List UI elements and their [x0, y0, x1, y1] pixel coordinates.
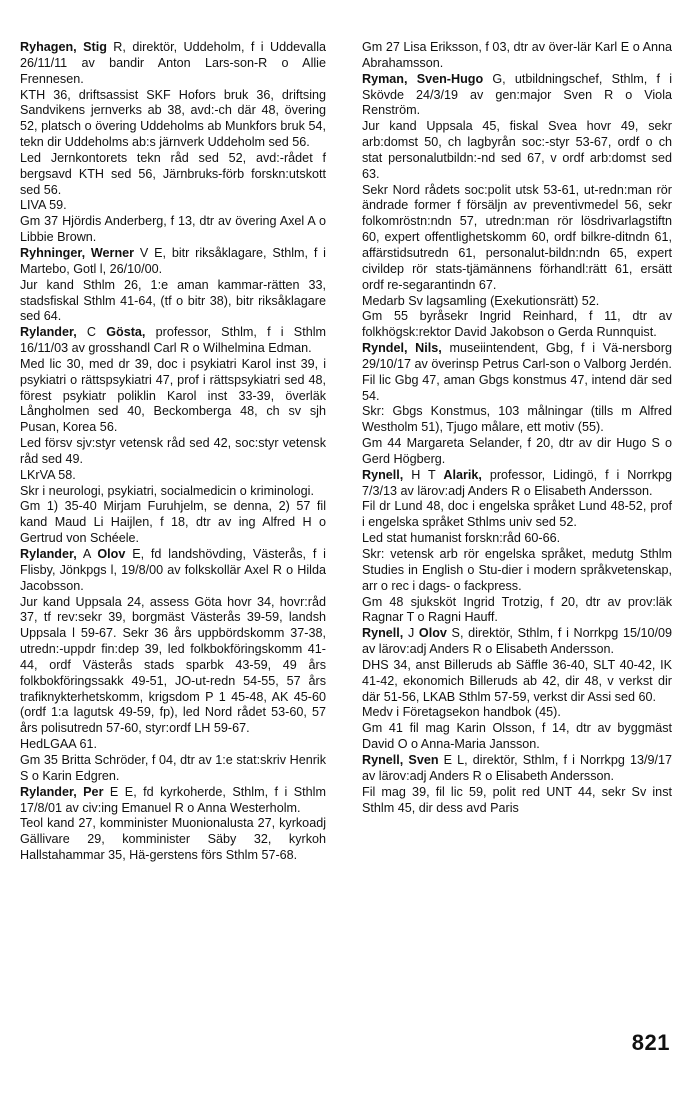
entry-text: Jur kand Uppsala 45, fiskal Svea hovr 49, sekr arb:domst 50, ch lagbyrån soc:-styr 53-67, ordf o ch stat personalutbildn:-nd sed 67, v ordf arb:domst sed 63.	[362, 119, 672, 181]
text-paragraph	[362, 119, 672, 182]
entry-text: R, direktör, Uddeholm, f i Uddevalla 26/11/11 av bandir Anton Lars-son-R o Allie Frennesen.	[20, 40, 327, 86]
text-paragraph	[20, 737, 326, 753]
entry-paragraph	[20, 547, 326, 595]
entry-paragraph	[362, 753, 672, 785]
text-paragraph	[362, 658, 672, 706]
entry-text: Med lic 30, med dr 39, doc i psykiatri Karol inst 39, i psykiatri o rättspsykiatri 47, prof i rättspsykiatri sed 48, förest psykiatr poliklin Karol inst 33-39, överläk Långholmen sed 40, Beckomberga 48, ch sv sjh Pusan, Korea 56.	[20, 356, 326, 435]
entry-text: Sekr Nord rådets soc:polit utsk 53-61, ut-redn:man rör ändrade former f försäljn av preventivmedel 56, sekr folkomröstn:ndn 57, utredn:man rör lösdrivarlagstiftn 60, expert offentlighetskomm 60, ordf bilkre-ditndn 61, affärstidsutredn 61, personalut-bildn:ndn 65, expert civildep rör stats-tjämännens förhandl:rätt 61, ersätt ordf re-segarantindn 67.	[362, 182, 672, 292]
text-paragraph	[20, 88, 326, 151]
entry-text: Gm 55 byråsekr Ingrid Reinhard, f 11, dtr av folkhögsk:rektor David Jakobson o Gerda Runnquist.	[362, 309, 672, 340]
entry-text: Led stat humanist forskn:råd 60-66.	[362, 531, 561, 546]
text-paragraph	[362, 294, 672, 310]
entry-text: Medv i Företagsekon handbok (45).	[362, 705, 561, 720]
text-paragraph	[20, 816, 326, 864]
entry-paragraph	[20, 325, 326, 357]
text-paragraph	[20, 468, 326, 484]
entry-text: professor, Lidingö, f i Norrkpg 7/3/13 av lärov:adj Anders R o Elisabeth Andersson.	[362, 467, 672, 498]
entry-paragraph	[20, 785, 326, 817]
entry-name: Ryman, Sven-Hugo	[362, 71, 484, 86]
entry-text: museiintendent, Gbg, f i Vä-nersborg 29/10/17 av överinsp Petrus Carl-son o Valborg Jerdén.	[362, 341, 672, 371]
entry-text: DHS 34, anst Billeruds ab Säffle 36-40, SLT 40-42, IK 41-42, ekonomich Billeruds ab 42, dir 48, v verkst dir där 51-56, LKAB Sthlm 57-59, verkst dir Assi sed 60.	[362, 657, 672, 704]
text-paragraph	[20, 214, 326, 246]
entry-text: Skr i neurologi, psykiatri, socialmedicin o kriminologi.	[20, 483, 314, 498]
entry-name: Rylander,	[20, 325, 77, 340]
entry-paragraph	[362, 72, 672, 120]
text-paragraph	[20, 499, 326, 547]
entry-text: Gm 27 Lisa Eriksson, f 03, dtr av över-lär Karl E o Anna Abrahamsson.	[362, 40, 672, 70]
entry-text: S, direktör, Sthlm, f i Norrkpg 15/10/09 av lärov:adj Anders R o Elisabeth Andersson.	[362, 626, 672, 657]
entry-paragraph	[362, 341, 672, 373]
text-paragraph	[362, 785, 672, 817]
entry-text: Jur kand Uppsala 24, assess Göta hovr 34, hovr:råd 37, tf rev:sekr 39, borgmäst Västerås 39-59, landsh Uppsala l 59-67. Sekr 36 års uppbördskomm 37-38, utredn:-uppdr fin:dep 39, led folkbokföringskomm 41-44, ordf Västerås stads sparbk 43-59, 49 års folkbokföringssakk 49-51, JO-ut-redn 54-55, 57 års trafiknykterhetskomm, krigsdom P 1 45-48, AK 45-60 (ordf 1:a lagutsk 49-59, fp), led Nord rådet 53-60, 57 års polisutredn 57-60, styr:ordf LH 59-67.	[20, 594, 326, 736]
text-paragraph	[20, 595, 326, 738]
text-paragraph	[20, 753, 326, 785]
entry-paragraph	[362, 468, 672, 500]
entry-name: Rynell,	[362, 467, 404, 482]
entry-name: Ryhninger, Werner	[20, 245, 135, 260]
entry-text: LKrVA 58.	[20, 467, 76, 482]
entry-text: KTH 36, driftsassist SKF Hofors bruk 36, driftsing Sandvikens jernverks ab 38, avd:-ch där 48, övering 52, platsch o övering Uddeholms ab Munkfors bruk 54, tekn dir Uddeholms ab:s järnverk Uddeholm sed 56.	[20, 87, 326, 150]
entry-text: Gm 48 sjuksköt Ingrid Trotzig, f 20, dtr av prov:läk Ragnar T o Ragni Hauff.	[362, 594, 672, 625]
entry-text: J	[403, 626, 419, 641]
text-paragraph	[362, 404, 672, 436]
entry-name-part: Olov	[97, 547, 126, 561]
text-paragraph	[20, 198, 326, 214]
text-paragraph	[362, 373, 672, 405]
entry-text: Gm 44 Margareta Selander, f 20, dtr av dir Hugo S o Gerd Högberg.	[362, 436, 672, 466]
entry-name-part: Olov	[418, 626, 447, 641]
entry-text: H T	[403, 467, 444, 482]
entry-text: Gm 35 Britta Schröder, f 04, dtr av 1:e stat:skriv Henrik S o Karin Edgren.	[20, 752, 326, 783]
entry-name: Rylander,	[20, 547, 77, 561]
text-paragraph	[362, 595, 672, 627]
entry-text: Skr: vetensk arb rör engelska språket, medutg Sthlm Studies in English o Stu-dier i modern språkvetenskap, arr o rec i dags- o fackpress.	[362, 547, 672, 593]
text-paragraph	[362, 721, 672, 753]
entry-text: professor, Sthlm, f i Sthlm 16/11/03 av grosshandl Carl R o Wilhelmina Edman.	[20, 325, 326, 356]
text-paragraph	[20, 278, 326, 326]
entry-text: V E, bitr riksåklagare, Sthlm, f i Martebo, Gotl l, 26/10/00.	[20, 245, 326, 276]
entry-paragraph	[362, 626, 672, 658]
entry-text: Skr: Gbgs Konstmus, 103 målningar (tills m Alfred Westholm 51), Tjugo målare, ett motiv (55).	[362, 404, 672, 435]
entry-paragraph	[20, 40, 326, 88]
right-column	[362, 40, 672, 816]
text-paragraph	[362, 531, 672, 547]
entry-text: Fil mag 39, fil lic 59, polit red UNT 44, sekr Sv inst Sthlm 45, dir dess avd Paris	[362, 784, 672, 815]
entry-name: Rylander, Per	[20, 784, 104, 799]
entry-text: Gm 41 fil mag Karin Olsson, f 14, dtr av byggmäst David O o Anna-Maria Jansson.	[362, 721, 672, 752]
entry-text: Fil lic Gbg 47, aman Gbgs konstmus 47, intend där sed 54.	[362, 372, 672, 403]
entry-name: Rynell,	[362, 626, 404, 641]
entry-name-part: Alarik,	[443, 467, 482, 482]
entry-text: Led Jernkontorets tekn råd sed 52, avd:-rådet f bergsavd KTH sed 56, Järnbruks-förb forskn:utskott sed 56.	[20, 150, 326, 197]
entry-text: C	[76, 325, 107, 340]
entry-text: Gm 1) 35-40 Mirjam Furuhjelm, se denna, 2) 57 fil kand Maud Li Haijlen, f 18, dtr av ing Alfred H o Gertrud von Schéele.	[20, 499, 326, 546]
entry-name: Ryhagen, Stig	[20, 40, 107, 54]
entry-text: E L, direktör, Sthlm, f i Norrkpg 13/9/17 av lärov:adj Anders R o Elisabeth Andersson.	[362, 752, 672, 783]
entry-text: E E, fd kyrkoherde, Sthlm, f i Sthlm 17/8/01 av civ:ing Emanuel R o Anna Westerholm.	[20, 784, 326, 815]
entry-text: Medarb Sv lagsamling (Exekutionsrätt) 52.	[362, 293, 600, 308]
entry-text: Led försv sjv:styr vetensk råd sed 42, soc:styr vetensk råd sed 49.	[20, 436, 326, 466]
text-paragraph	[20, 436, 326, 468]
text-paragraph	[362, 547, 672, 595]
entry-paragraph	[20, 246, 326, 278]
page-number: 821	[631, 1030, 670, 1055]
text-paragraph	[362, 705, 672, 721]
entry-name-part: Gösta,	[106, 325, 146, 340]
entry-text: A	[76, 547, 98, 561]
entry-text: Teol kand 27, komminister Muonionalusta 27, kyrkoadj Gällivare 29, komminister Säby 32, kyrkoh Hallstahammar 35, Hä-gerstens förs Sthlm 57-68.	[20, 816, 326, 863]
text-paragraph	[20, 151, 326, 199]
text-paragraph	[362, 40, 672, 72]
entry-text: Gm 37 Hjördis Anderberg, f 13, dtr av övering Axel A o Libbie Brown.	[20, 214, 326, 245]
text-paragraph	[362, 436, 672, 468]
text-paragraph	[20, 357, 326, 436]
entry-text: LIVA 59.	[20, 198, 67, 213]
entry-text: Jur kand Sthlm 26, 1:e aman kammar-rätten 33, stadsfiskal Sthlm 41-64, (tf o bitr 38), bitr riksåklagare sed 64.	[20, 277, 326, 324]
text-paragraph	[362, 183, 672, 294]
text-paragraph	[20, 484, 326, 500]
entry-text: Fil dr Lund 48, doc i engelska språket Lund 48-52, prof i engelska språket Sthlms univ sed 52.	[362, 499, 672, 530]
entry-text: HedLGAA 61.	[20, 737, 98, 752]
left-column	[20, 40, 326, 864]
entry-text: E, fd landshövding, Västerås, f i Flisby, Jönkpgs l, 19/8/00 av folkskollär Axel R o Hilda Jacobsson.	[20, 547, 326, 593]
entry-name: Ryndel, Nils,	[362, 341, 442, 356]
text-paragraph	[362, 309, 672, 341]
entry-name: Rynell, Sven	[362, 752, 439, 767]
text-paragraph	[362, 499, 672, 531]
entry-text: G, utbildningschef, Sthlm, f i Skövde 24/3/19 av gen:major Sven R o Viola Renström.	[362, 71, 672, 118]
